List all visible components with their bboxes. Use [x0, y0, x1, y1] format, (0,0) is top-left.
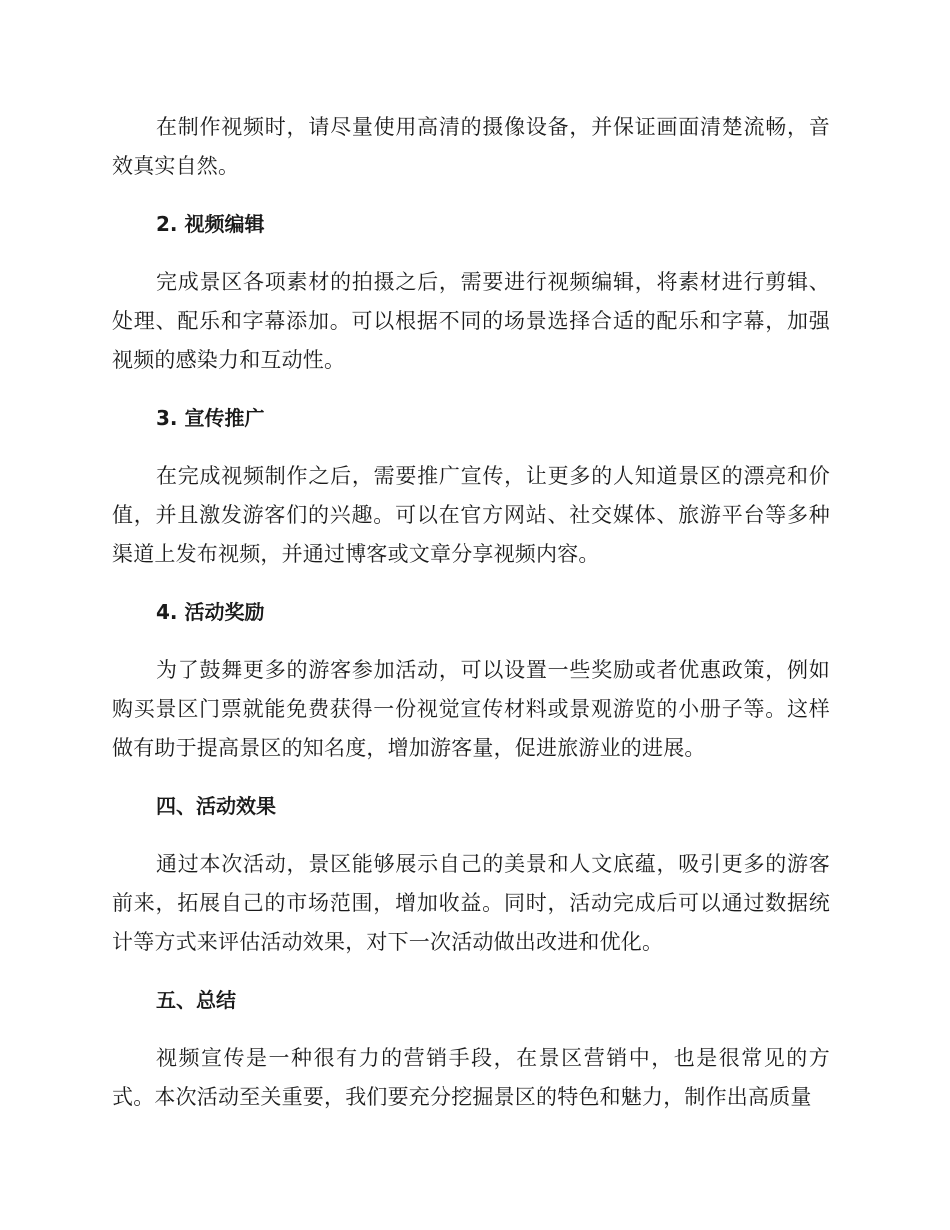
paragraph-promotion: 在完成视频制作之后，需要推广宣传，让更多的人知道景区的漂亮和价值，并且激发游客们的兴趣。可以在官方网站、社交媒体、旅游平台等多种渠道上发布视频，并通过博客或文章分享视频内容。: [112, 464, 830, 566]
paragraph-video-production-tips: 在制作视频时，请尽量使用高清的摄像设备，并保证画面清楚流畅，音效真实自然。: [112, 115, 830, 178]
heading-video-editing: 2. 视频编辑: [156, 212, 265, 236]
heading-promotion: 3. 宣传推广: [156, 406, 265, 430]
paragraph-activity-rewards: 为了鼓舞更多的游客参加活动，可以设置一些奖励或者优惠政策，例如购买景区门票就能免费获得一份视觉宣传材料或景观游览的小册子等。这样做有助于提高景区的知名度，增加游客量，促进旅游业的进展。: [112, 658, 830, 760]
heading-summary: 五、总结: [156, 988, 236, 1012]
heading-activity-rewards: 4. 活动奖励: [156, 600, 265, 624]
heading-activity-effect: 四、活动效果: [156, 794, 276, 818]
paragraph-summary: 视频宣传是一种很有力的营销手段，在景区营销中，也是很常见的方式。本次活动至关重要，我们要充分挖掘景区的特色和魅力，制作出高质量: [112, 1046, 830, 1109]
paragraph-activity-effect: 通过本次活动，景区能够展示自己的美景和人文底蕴，吸引更多的游客前来，拓展自己的市场范围，增加收益。同时，活动完成后可以通过数据统计等方式来评估活动效果，对下一次活动做出改进和优化。: [112, 852, 830, 954]
paragraph-video-editing: 完成景区各项素材的拍摄之后，需要进行视频编辑，将素材进行剪辑、处理、配乐和字幕添加。可以根据不同的场景选择合适的配乐和字幕，加强视频的感染力和互动性。: [112, 270, 830, 372]
